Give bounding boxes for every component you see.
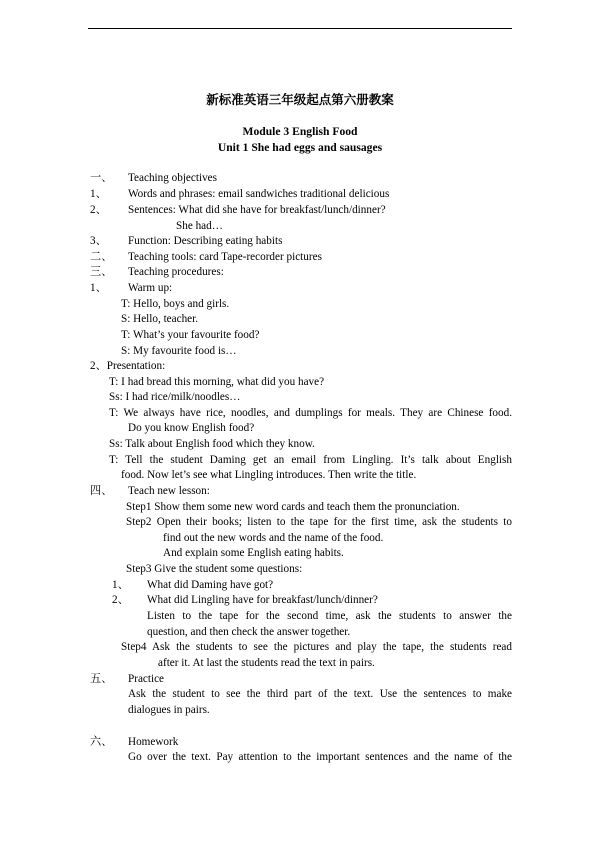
dialogue-line: T: What’s your favourite food?	[121, 329, 260, 341]
homework-text: Go over the text. Pay attention to the important sentences and the name of the	[128, 751, 512, 763]
module-title: Module 3 English Food	[242, 125, 358, 138]
section-marker: 六、	[90, 736, 113, 748]
objective-words: Words and phrases: email sandwiches traditional delicious	[128, 188, 390, 200]
section-marker: 二、	[90, 251, 113, 263]
dialogue-line: S: My favourite food is…	[121, 345, 237, 357]
lesson-step: Step4 Ask the students to see the pictures and play the tape, the students read	[121, 641, 512, 653]
objective-function: Function: Describing eating habits	[128, 235, 283, 247]
item-number: 2、	[112, 594, 129, 606]
dialogue-line: T: Tell the student Daming get an email from Lingling. It’s talk about English	[109, 454, 512, 466]
lesson-step-cont: after it. At last the students read the text in pairs.	[158, 657, 375, 669]
section-heading: Homework	[128, 736, 179, 748]
item-number: 1、	[90, 282, 107, 294]
dialogue-line: S: Hello, teacher.	[121, 313, 199, 325]
section-marker: 一、	[90, 172, 113, 184]
dialogue-line: Ss: I had rice/milk/noodles…	[109, 391, 241, 403]
section-heading: Practice	[128, 673, 165, 685]
unit-title: Unit 1 She had eggs and sausages	[217, 141, 383, 154]
section-heading: Teach new lesson:	[128, 485, 210, 497]
question: What did Daming have got?	[147, 579, 274, 591]
dialogue-line-cont: food. Now let’s see what Lingling introduces. Then write the title.	[121, 469, 417, 481]
practice-text: Ask the student to see the third part of the text. Use the sentences to make	[128, 688, 512, 700]
dialogue-line-cont: Do you know English food?	[128, 422, 255, 434]
lesson-step: Step2 Open their books; listen to the tape for the first time, ask the students to	[126, 516, 512, 528]
dialogue-line: Ss: Talk about English food which they know.	[109, 438, 315, 450]
lesson-step-cont: find out the new words and the name of the food.	[163, 532, 384, 544]
section-heading: Teaching objectives	[128, 172, 217, 184]
section-marker: 三、	[90, 266, 113, 278]
item-number: 1、	[90, 188, 107, 200]
top-rule	[88, 28, 512, 29]
dialogue-line: T: I had bread this morning, what did you have?	[109, 376, 325, 388]
dialogue-line: T: Hello, boys and girls.	[121, 298, 230, 310]
question-note: question, and then check the answer together.	[147, 626, 351, 638]
item-number: 3、	[90, 235, 107, 247]
section-marker: 五、	[90, 673, 113, 685]
section-heading: Teaching tools: card Tape-recorder pictures	[128, 251, 322, 263]
objective-sentence-answer: She had…	[176, 220, 223, 232]
lesson-step: Step1 Show them some new word cards and teach them the pronunciation.	[126, 501, 460, 513]
step-heading: 2、Presentation:	[90, 360, 166, 372]
item-number: 1、	[112, 579, 129, 591]
question: What did Lingling have for breakfast/lunch/dinner?	[147, 594, 378, 606]
item-number: 2、	[90, 204, 107, 216]
lesson-step-cont: And explain some English eating habits.	[163, 547, 344, 559]
document-title: 新标准英语三年级起点第六册教案	[206, 93, 394, 107]
step-heading: Warm up:	[128, 282, 173, 294]
dialogue-line: T: We always have rice, noodles, and dumplings for meals. They are Chinese food.	[109, 407, 512, 419]
question-note: Listen to the tape for the second time, ask the students to answer the	[147, 610, 512, 622]
section-marker: 四、	[90, 485, 113, 497]
lesson-step: Step3 Give the student some questions:	[126, 563, 303, 575]
practice-text: dialogues in pairs.	[128, 704, 210, 716]
objective-sentences: Sentences: What did she have for breakfast/lunch/dinner?	[128, 204, 386, 216]
section-heading: Teaching procedures:	[128, 266, 224, 278]
